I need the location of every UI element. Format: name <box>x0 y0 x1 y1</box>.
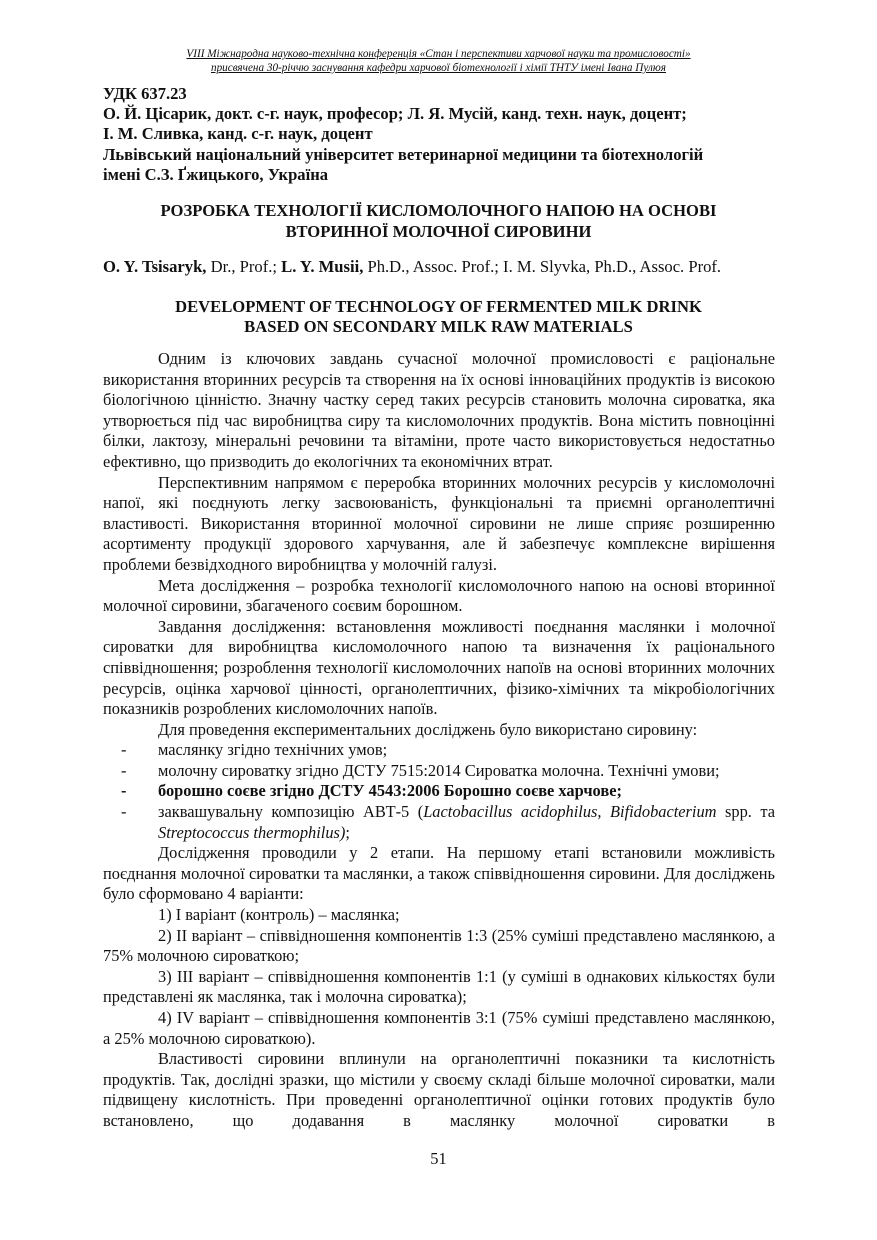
species-name: Bifidobacterium <box>610 802 717 822</box>
list-dash: - <box>121 760 127 780</box>
list-dash: - <box>121 781 127 801</box>
author-en-degree: Dr., Prof.; <box>206 257 282 276</box>
conference-header <box>0 47 877 75</box>
author-en-name: O. Y. Tsisaryk, <box>103 257 207 276</box>
species-name: Streptococcus thermophilus) <box>158 822 346 842</box>
authors-ua-line1: О. Й. Цісарик, докт. с-г. наук, професор; Л. Я. Мусій, канд. техн. наук, доцент; <box>103 104 687 123</box>
title-ua-line1: РОЗРОБКА ТЕХНОЛОГІЇ КИСЛОМОЛОЧНОГО НАПОЮ НА ОСНОВІ <box>160 201 717 220</box>
list-item <box>103 761 775 782</box>
paragraph: Одним із ключових завдань сучасної молочної промисловості є раціональне використання вторинних ресурсів та створення на їх основі інноваційних продуктів із високою біологічною цінністю. Значну частку серед таких ресурсів становить молочна сироватка, яка утворюється під час виробництва сиру та кисломолочних продуктів. Вона містить повноцінні білки, лактозу, мінеральні речовини та вітаміни, проте часто використовується недостатньо ефективно, що призводить до екологічних та економічних втрат. <box>103 349 775 471</box>
authors-en <box>103 257 775 277</box>
paragraph: Властивості сировини вплинули на органолептичні показники та кислотність продуктів. Так, дослідні зразки, що містили у своєму складі більше молочної сироватки, мали підвищену кислотність. При проведенні органолептичної оцінки готових продуктів було встановлено, що додавання в маслянку молочної сироватки в <box>103 1049 775 1130</box>
list-item-text: заквашувальну композицію АВТ-5 ( <box>158 802 424 822</box>
title-ua-line2: ВТОРИННОЇ МОЛОЧНОЇ СИРОВИНИ <box>285 222 592 241</box>
list-item-text: борошно соєве згідно ДСТУ 4543:2006 Борошно соєве харчове; <box>158 781 622 801</box>
body-text <box>103 349 775 1132</box>
title-en-line2: BASED ON SECONDARY MILK RAW MATERIALS <box>244 317 633 336</box>
conference-header-line1: VIII Міжнародна науково-технічна конференція «Стан і перспективи харчової науки та промисловості» <box>186 48 691 60</box>
list-item-text: маслянку згідно технічних умов; <box>158 740 388 760</box>
title-ua <box>0 200 877 242</box>
page-number: 51 <box>430 1149 447 1168</box>
variant-item: 4) IV варіант – співвідношення компонентів 3:1 (75% суміші представлено маслянкою, а 25% молочною сироваткою). <box>103 1008 775 1048</box>
affiliation-line2: імені С.З. Ґжицького, Україна <box>103 165 329 184</box>
udc-code: УДК 637.23 <box>103 84 187 103</box>
authors-ua-line2: І. М. Сливка, канд. с-г. наук, доцент <box>103 124 373 143</box>
affiliation-line1: Львівський національний університет ветеринарної медицини та біотехнологій <box>103 145 704 164</box>
list-item-text: молочну сироватку згідно ДСТУ 7515:2014 Сироватка молочна. Технічні умови; <box>158 760 720 780</box>
conference-header-line2: присвячена 30-річчю заснування кафедри харчової біотехнології і хімії ТНТУ імені Івана Пулюя <box>210 62 667 74</box>
author-en-name: L. Y. Musii, <box>281 257 364 276</box>
variant-item: 3) III варіант – співвідношення компонентів 1:1 (у суміші в однакових кількостях були представлені як маслянка, так і молочна сироватка); <box>103 966 775 1007</box>
author-en-degree: I. M. Slyvka, Ph.D., Assoc. Prof. <box>503 257 722 276</box>
title-en <box>0 297 877 337</box>
variant-item: 2) II варіант – співвідношення компонентів 1:3 (25% суміші представлено маслянкою, а 75% молочною сироваткою; <box>103 925 775 966</box>
list-item-text: , <box>597 802 610 822</box>
species-name: Lactobacillus acidophilus <box>423 802 598 822</box>
author-en-degree: Ph.D., Assoc. Prof.; <box>363 257 504 276</box>
paragraph: Завдання дослідження: встановлення можливості поєднання маслянки і молочної сироватки для виробництва кисломолочного напою та визначення їх раціонального співвідношення; розроблення технології кисломолочних напоїв на основі вторинних молочних ресурсів, оцінка харчової цінності, органолептичних, фізико-хімічних та мікробіологічних показників розроблених кисломолочних напоїв. <box>103 616 775 719</box>
list-item <box>103 802 775 843</box>
list-item <box>103 781 775 802</box>
paragraph: Мета дослідження – розробка технології кисломолочного напою на основі вторинної молочної сировини, збагаченого соєвим борошном. <box>103 575 775 616</box>
list-item <box>103 740 775 761</box>
paragraph: Для проведення експериментальних досліджень було використано сировину: <box>158 719 698 739</box>
list-item-text: spp. та <box>716 802 776 822</box>
list-item-text: ; <box>345 822 350 842</box>
list-dash: - <box>121 740 127 760</box>
paragraph: Дослідження проводили у 2 етапи. На першому етапі встановили можливість поєднання молочної сироватки та маслянки, а також співвідношення сировини. Для досліджень було сформовано 4 варіанти: <box>103 843 775 904</box>
list-dash: - <box>121 802 127 822</box>
variant-item: 1) I варіант (контроль) – маслянка; <box>158 905 400 925</box>
paragraph: Перспективним напрямом є переробка вторинних молочних ресурсів у кисломолочні напої, які поєднують легку засвоюваність, функціональні та приємні органолептичні властивості. Використання вторинної молочної сировини не лише сприяє розширенню асортименту продукції здорового харчування, але й забезпечує комплексне вирішення проблеми безвідходного виробництва у молочній галузі. <box>103 472 775 574</box>
title-en-line1: DEVELOPMENT OF TECHNOLOGY OF FERMENTED MILK DRINK <box>175 297 702 316</box>
